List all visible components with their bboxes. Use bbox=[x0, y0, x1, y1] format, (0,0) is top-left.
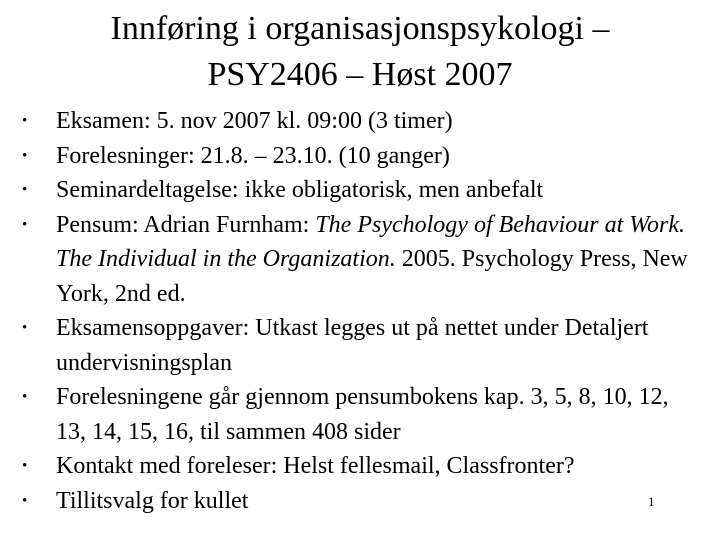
bullet-item-exam bbox=[0, 104, 720, 139]
book-title: The Psychology of Behaviour at Work. The Individual in the Organization. bbox=[56, 211, 686, 272]
curriculum-suffix: 2005. Psychology Press, New York, 2nd ed. bbox=[56, 246, 688, 307]
bullet-icon: • bbox=[22, 389, 28, 405]
bullet-item-exam-tasks bbox=[0, 311, 720, 380]
bullet-item-representative bbox=[0, 484, 720, 519]
curriculum-prefix: Pensum: Adrian Furnham: bbox=[56, 211, 316, 238]
bullet-text: Eksamen: 5. nov 2007 kl. 09:00 (3 timer) bbox=[56, 108, 453, 134]
bullet-icon: • bbox=[22, 458, 28, 474]
bullet-item-contact bbox=[0, 449, 720, 484]
slide-number: 1 bbox=[648, 494, 655, 509]
bullet-icon: • bbox=[22, 182, 28, 198]
bullet-item-lectures bbox=[0, 139, 720, 174]
bullet-icon: • bbox=[22, 147, 28, 164]
bullet-icon: • bbox=[22, 320, 28, 336]
slide-title bbox=[40, 6, 680, 98]
bullet-item-chapters bbox=[0, 380, 720, 449]
title-line-1: Innføring i organisasjonspsykologi – bbox=[110, 10, 610, 47]
bullet-text: Eksamensoppgaver: Utkast legges ut på nettet under Detaljert undervisningsplan bbox=[56, 315, 649, 376]
bullet-icon: • bbox=[22, 113, 28, 129]
bullet-text: Forelesningene går gjennom pensumbokens kap. 3, 5, 8, 10, 12, 13, 14, 15, 16, til sammen 408 sider bbox=[56, 384, 669, 445]
bullet-text bbox=[56, 208, 702, 312]
bullet-icon: • bbox=[22, 216, 28, 233]
bullet-item-seminar bbox=[0, 173, 720, 208]
bullet-text: Kontakt med foreleser: Helst fellesmail, Classfronter? bbox=[56, 453, 575, 479]
bullet-text: Tillitsvalg for kullet bbox=[56, 487, 249, 514]
bullet-list bbox=[0, 104, 720, 518]
bullet-text: Seminardeltagelse: ikke obligatorisk, men anbefalt bbox=[56, 177, 544, 203]
bullet-icon: • bbox=[22, 492, 28, 509]
bullet-text: Forelesninger: 21.8. – 23.10. (10 ganger) bbox=[56, 142, 450, 169]
bullet-item-curriculum bbox=[0, 208, 720, 312]
title-line-2: PSY2406 – Høst 2007 bbox=[207, 56, 513, 93]
